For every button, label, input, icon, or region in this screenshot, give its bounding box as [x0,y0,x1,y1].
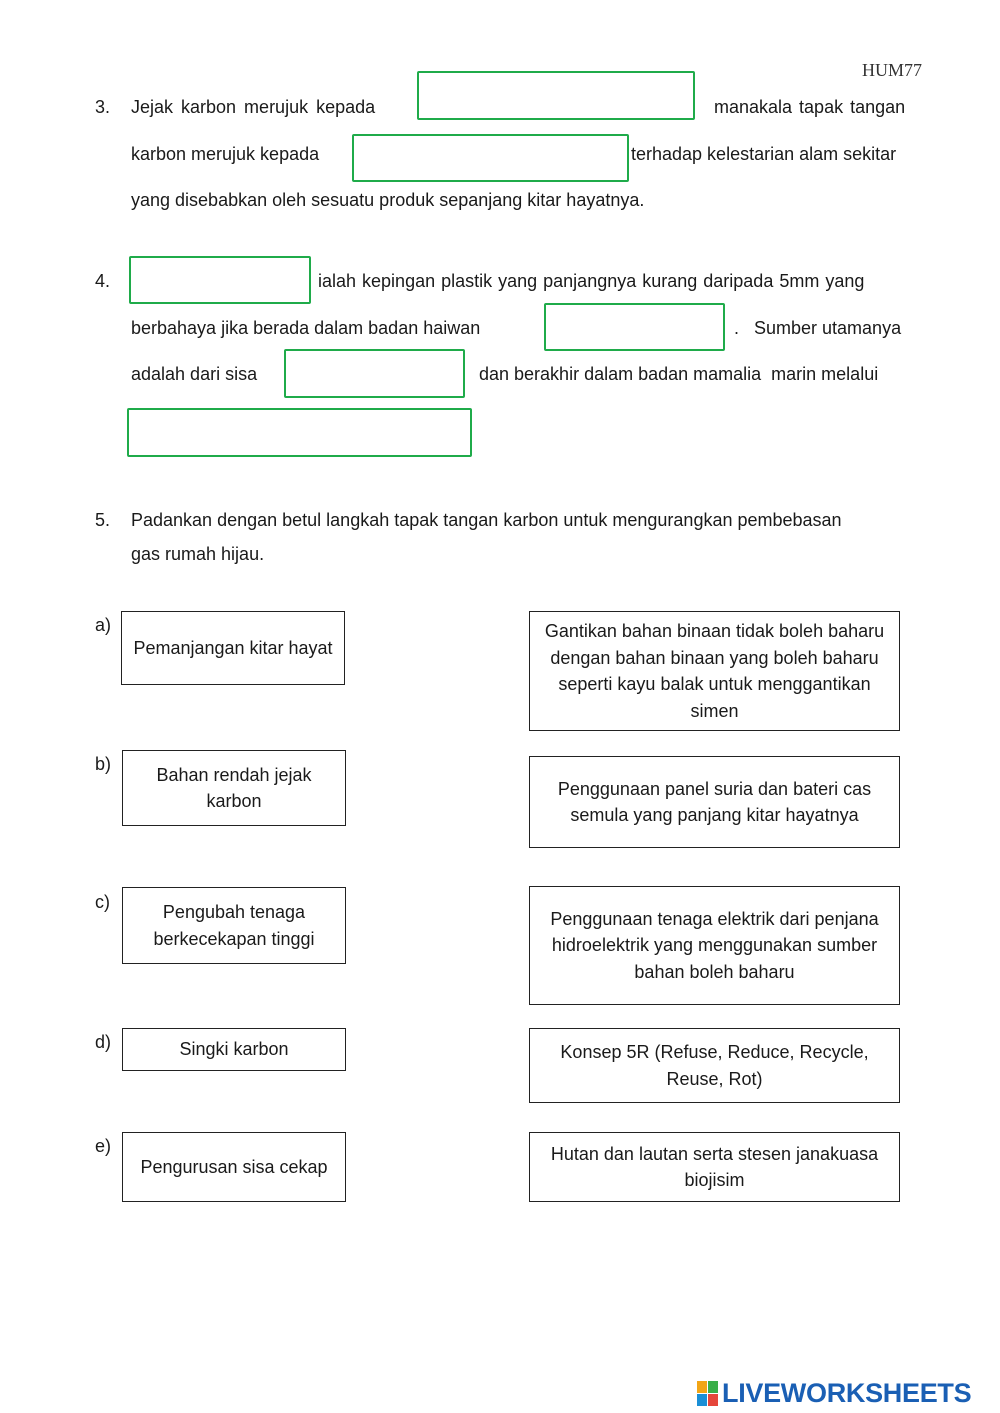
match-right-3[interactable] [529,886,900,1005]
q3-number: 3. [95,97,111,117]
liveworksheets-logo-icon [697,1381,719,1407]
match-label-d: d) [95,1032,112,1052]
q4-blank-1-input[interactable] [131,258,309,302]
worksheet-code: HUM77 [862,60,923,80]
match-label-b: b) [95,754,112,774]
match-right-2-text: Penggunaan panel suria dan bateri cas semula yang panjang kitar hayatnya [557,778,872,825]
q4-line1: ialah kepingan plastik yang panjangnya kurang daripada 5mm yang [318,271,865,291]
q3-line1-start: Jejak karbon merujuk kepada [131,97,376,117]
match-left-c-text: Pengubah tenaga berkecekapan tinggi [153,902,315,949]
q3-blank-1-input[interactable] [419,73,693,118]
q4-line2-end: . Sumber utamanya [734,318,902,338]
match-label-e: e) [95,1136,112,1156]
match-left-e-text: Pengurusan sisa cekap [140,1156,328,1177]
q3-line1-end: manakala tapak tangan [714,97,906,117]
q5-number: 5. [95,510,111,530]
q4-blank-2-input[interactable] [546,305,723,349]
match-left-d[interactable] [122,1028,346,1071]
match-right-2[interactable] [529,756,900,848]
match-left-c[interactable] [122,887,346,964]
match-right-1-text: Gantikan bahan binaan tidak boleh baharu dengan bahan binaan yang boleh baharu seperti kayu balak untuk menggantikan simen [544,621,885,721]
match-right-1[interactable] [529,611,900,731]
q5-line1: Padankan dengan betul langkah tapak tangan karbon untuk mengurangkan pembebasan [131,510,842,530]
q4-blank-3-input[interactable] [286,351,463,396]
q4-blank-2[interactable] [544,303,725,351]
q3-line2-start: karbon merujuk kepada [131,144,320,164]
q3-blank-2[interactable] [352,134,629,182]
match-right-5-text: Hutan dan lautan serta stesen janakuasa biojisim [550,1143,879,1190]
q4-line3-end: dan berakhir dalam badan mamalia marin melalui [479,364,879,384]
match-right-3-text: Penggunaan tenaga elektrik dari penjana hidroelektrik yang menggunakan sumber bahan boleh baharu [550,908,879,982]
q4-blank-3[interactable] [284,349,465,398]
match-left-e[interactable] [122,1132,346,1202]
q4-number: 4. [95,271,111,291]
q3-blank-1[interactable] [417,71,695,120]
liveworksheets-logo[interactable] [697,1378,971,1409]
q3-blank-2-input[interactable] [354,136,627,180]
match-right-4[interactable] [529,1028,900,1103]
q5-line2: gas rumah hijau. [131,544,265,564]
match-label-c: c) [95,892,110,912]
liveworksheets-logo-text: LIVEWORKSHEETS [722,1378,972,1408]
q4-line2-start: berbahaya jika berada dalam badan haiwan [131,318,481,338]
q4-line3-start: adalah dari sisa [131,364,258,384]
match-left-d-text: Singki karbon [179,1039,289,1060]
q4-blank-4[interactable] [127,408,472,457]
match-left-b[interactable] [122,750,346,826]
match-right-4-text: Konsep 5R (Refuse, Reduce, Recycle, Reuse, Rot) [560,1042,869,1089]
q4-blank-4-input[interactable] [129,410,470,455]
match-left-b-text: Bahan rendah jejak karbon [156,764,312,811]
q3-line3: yang disebabkan oleh sesuatu produk sepanjang kitar hayatnya. [131,190,645,210]
q3-line2-end: terhadap kelestarian alam sekitar [631,144,897,164]
match-right-5[interactable] [529,1132,900,1202]
match-left-a[interactable] [121,611,345,685]
match-left-a-text: Pemanjangan kitar hayat [133,637,333,658]
match-label-a: a) [95,615,112,635]
q4-blank-1[interactable] [129,256,311,304]
